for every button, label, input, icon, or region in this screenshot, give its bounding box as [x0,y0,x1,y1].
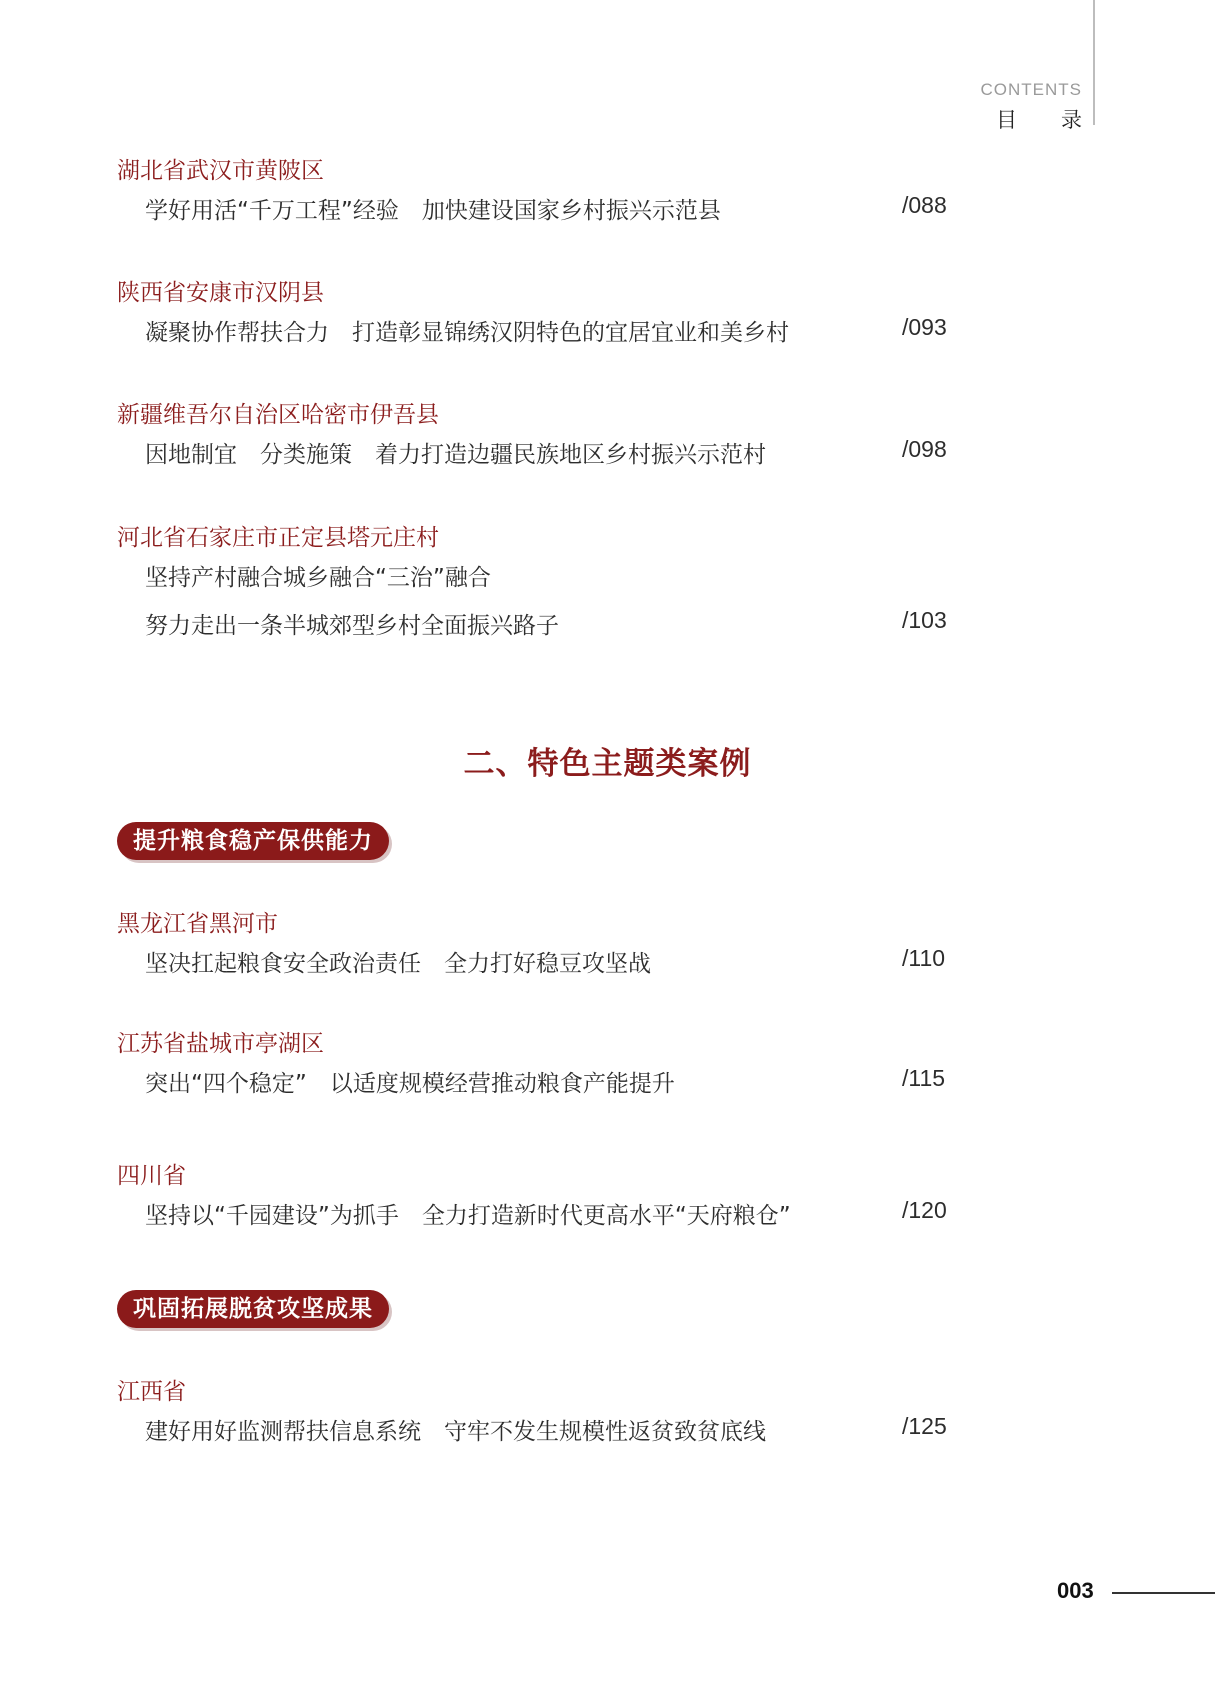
toc-entry-title[interactable]: 建好用好监测帮扶信息系统 守牢不发生规模性返贫致贫底线 [145,1419,766,1445]
toc-place-heading: 湖北省武汉市黄陂区 [117,158,324,184]
toc-entry-title[interactable]: 学好用活“千万工程”经验 加快建设国家乡村振兴示范县 [145,198,721,224]
toc-place-heading: 新疆维吾尔自治区哈密市伊吾县 [117,402,439,428]
toc-page-ref[interactable]: /120 [902,1197,947,1223]
toc-page-ref[interactable]: /110 [902,945,946,971]
toc-place-heading: 陕西省安康市汉阴县 [117,280,324,306]
toc-entry-title[interactable]: 因地制宜 分类施策 着力打造边疆民族地区乡村振兴示范村 [145,442,766,468]
toc-entry-title[interactable]: 坚决扛起粮食安全政治责任 全力打好稳豆攻坚战 [145,951,651,977]
toc-entry-title[interactable]: 坚持产村融合城乡融合“三治”融合 [145,565,491,591]
toc-entry-title[interactable]: 凝聚协作帮扶合力 打造彰显锦绣汉阴特色的宜居宜业和美乡村 [145,320,789,346]
contents-zh-char-2: 录 [1061,108,1082,132]
header-divider-line [1093,0,1095,125]
section-title: 二、特色主题类案例 [463,746,752,782]
contents-english-label: CONTENTS [980,80,1082,99]
toc-page-ref[interactable]: /098 [902,436,947,462]
toc-entry-title-line-2[interactable]: 努力走出一条半城郊型乡村全面振兴路子 [145,613,559,639]
topic-label-pill: 巩固拓展脱贫攻坚成果 [117,1290,389,1328]
toc-page-ref[interactable]: /088 [902,192,947,218]
toc-page-ref[interactable]: /125 [902,1413,947,1439]
toc-place-heading: 黑龙江省黑河市 [117,911,278,937]
toc-place-heading: 四川省 [117,1163,186,1189]
topic-label-pill: 提升粮食稳产保供能力 [117,822,389,860]
toc-page-ref[interactable]: /093 [902,314,947,340]
contents-chinese-label [996,104,1082,134]
toc-place-heading: 江西省 [117,1379,186,1405]
toc-entry-title[interactable]: 坚持以“千园建设”为抓手 全力打造新时代更高水平“天府粮仓” [145,1203,791,1229]
toc-page-ref[interactable]: /115 [902,1065,946,1091]
toc-page-ref[interactable]: /103 [902,607,947,633]
toc-entry-title[interactable]: 突出“四个稳定” 以适度规模经营推动粮食产能提升 [145,1071,675,1097]
toc-place-heading: 河北省石家庄市正定县塔元庄村 [117,525,439,551]
page-number-rule [1112,1592,1215,1594]
page-number: 003 [1057,1578,1094,1603]
contents-zh-char-1: 目 [996,108,1017,132]
toc-place-heading: 江苏省盐城市亭湖区 [117,1031,324,1057]
